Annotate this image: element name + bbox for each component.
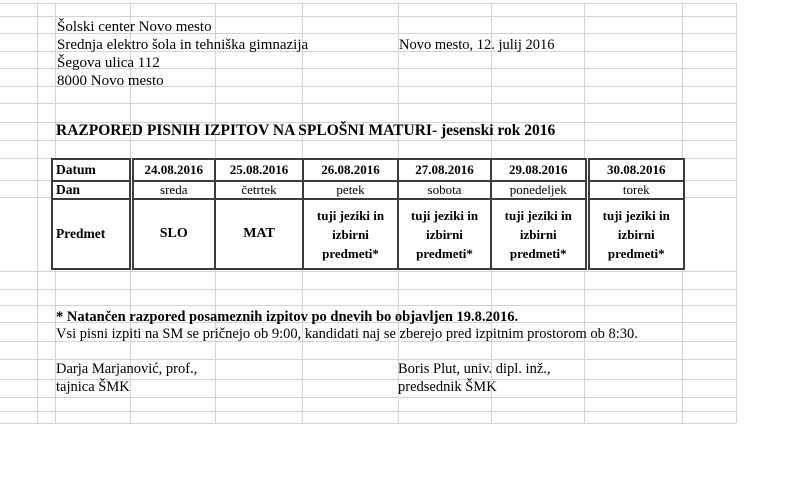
cell-day-2[interactable]: petek <box>303 181 398 199</box>
letterhead-line-4: 8000 Novo mesto <box>57 73 164 89</box>
gridline <box>682 180 736 181</box>
cell-subject-5[interactable]: tuji jeziki in izbirni predmeti* <box>587 199 684 269</box>
cell-day-3[interactable]: sobota <box>398 181 491 199</box>
letterhead-line-2: Srednja elektro šola in tehniška gimnazija <box>57 37 309 53</box>
gridline <box>0 197 52 198</box>
cell-subject-1[interactable]: MAT <box>215 199 303 269</box>
gridline <box>0 411 736 412</box>
cell-subject-3[interactable]: tuji jeziki in izbirni predmeti* <box>398 199 491 269</box>
gridline <box>0 16 736 17</box>
asterisk-note: * Natančen razpored posameznih izpitov po dnevih bo objavljen 19.8.2016. <box>56 309 519 325</box>
signature-left-name: Darja Marjanović, prof., <box>56 361 198 377</box>
gridline <box>0 397 736 398</box>
gridline <box>0 140 736 141</box>
gridline <box>682 197 736 198</box>
document-title: RAZPORED PISNIH IZPITOV NA SPLOŠNI MATURI- jesenski rok 2016 <box>56 122 556 139</box>
cell-date-1[interactable]: 25.08.2016 <box>215 159 303 181</box>
cell-subject-2[interactable]: tuji jeziki in izbirni predmeti* <box>303 199 398 269</box>
gridline <box>0 180 52 181</box>
cell-dan-label[interactable]: Dan <box>52 181 131 199</box>
cell-date-2[interactable]: 26.08.2016 <box>303 159 398 181</box>
start-time-note: Vsi pisni izpiti na SM se pričnejo ob 9:00, kandidati naj se zberejo pred izpitnim prostorom ob 8:30. <box>56 326 638 342</box>
gridline <box>0 359 736 360</box>
gridline <box>0 305 736 306</box>
cell-predmet-label[interactable]: Predmet <box>52 199 131 269</box>
cell-datum-label[interactable]: Datum <box>52 159 131 181</box>
cell-date-0[interactable]: 24.08.2016 <box>131 159 215 181</box>
gridline <box>736 3 737 423</box>
signature-right-role: predsednik ŠMK <box>398 379 497 395</box>
gridline <box>0 423 736 424</box>
letterhead-line-3: Šegova ulica 112 <box>57 55 160 71</box>
cell-day-0[interactable]: sreda <box>131 181 215 199</box>
gridline <box>0 103 736 104</box>
place-date: Novo mesto, 12. julij 2016 <box>399 37 555 53</box>
gridline <box>0 289 736 290</box>
cell-subject-4[interactable]: tuji jeziki in izbirni predmeti* <box>491 199 587 269</box>
cell-day-4[interactable]: ponedeljek <box>491 181 587 199</box>
cell-date-5[interactable]: 30.08.2016 <box>587 159 684 181</box>
gridline <box>37 3 38 423</box>
cell-day-5[interactable]: torek <box>587 181 684 199</box>
gridline <box>0 3 736 4</box>
cell-subject-0[interactable]: SLO <box>131 199 215 269</box>
signature-right-name: Boris Plut, univ. dipl. inž., <box>398 361 551 377</box>
letterhead-line-1: Šolski center Novo mesto <box>57 19 212 35</box>
gridline <box>0 271 736 272</box>
cell-date-4[interactable]: 29.08.2016 <box>491 159 587 181</box>
signature-left-role: tajnica ŠMK <box>56 379 130 395</box>
exam-schedule-table[interactable] <box>51 158 685 270</box>
cell-day-1[interactable]: četrtek <box>215 181 303 199</box>
cell-date-3[interactable]: 27.08.2016 <box>398 159 491 181</box>
